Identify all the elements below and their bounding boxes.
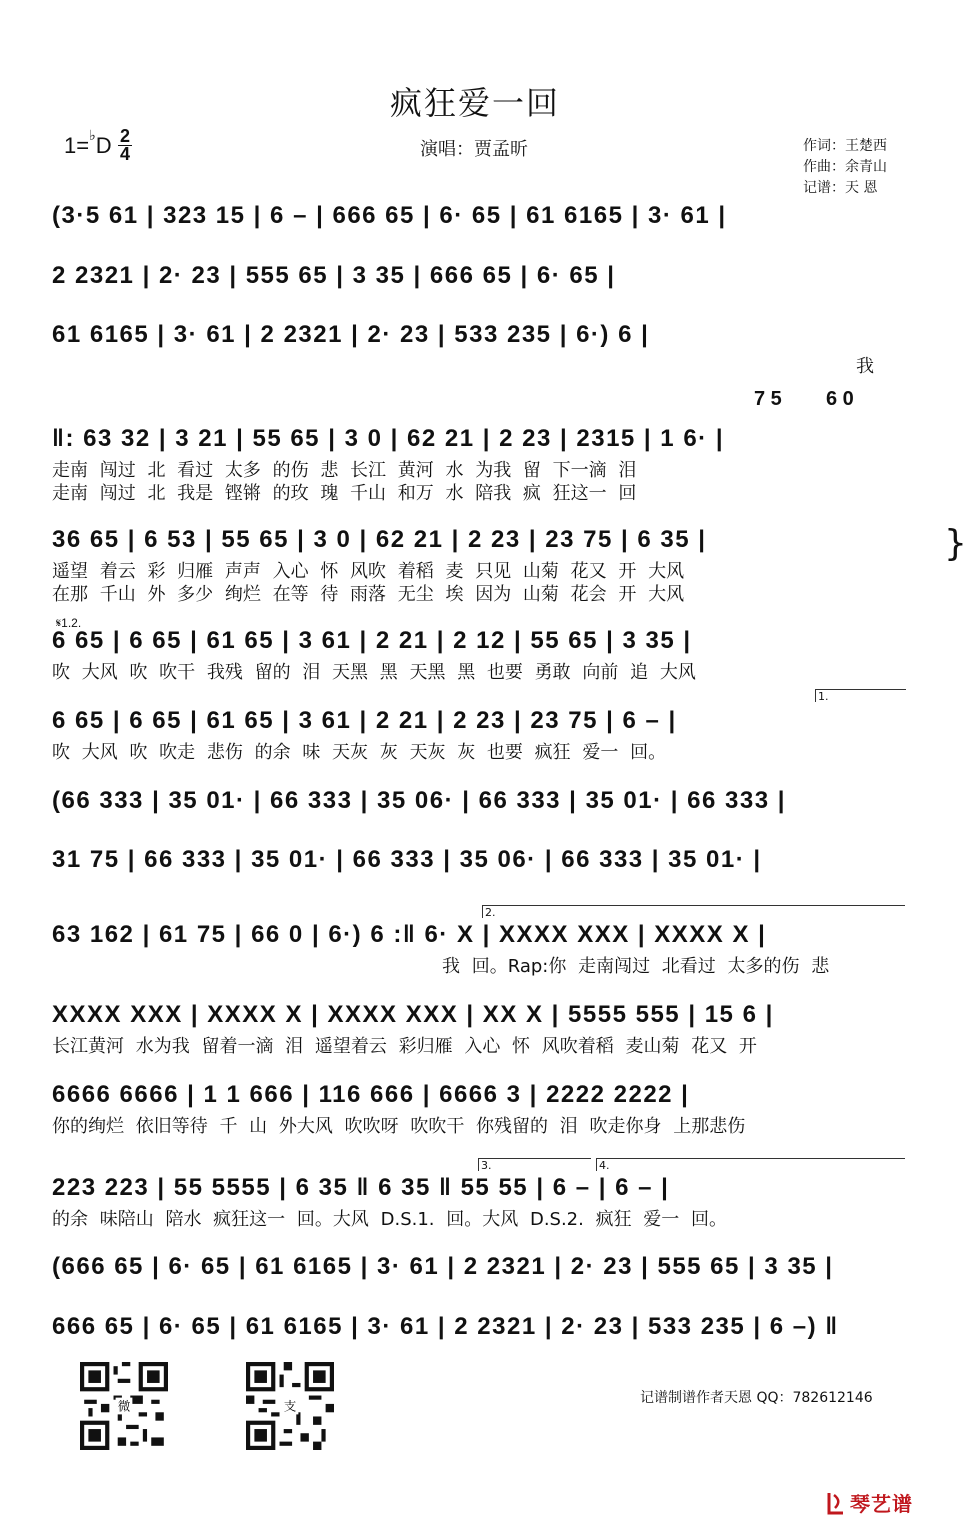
qr-label: 微 xyxy=(117,1398,131,1414)
lyric-verse-1: 遥望 着云 彩 归雁 声声 入心 怀 风吹 着稻 麦 只见 山菊 花又 开 大风 xyxy=(52,561,685,582)
qr-label: 支 xyxy=(283,1398,297,1414)
credits-block xyxy=(803,136,887,199)
maker-credit: 记谱制谱作者天恩 QQ：782612146 xyxy=(640,1390,873,1406)
site-logo xyxy=(826,1488,913,1517)
notation: 2 2321 | 2· 23 | 555 65 | 3 35 | 666 65 | 6· 65 | xyxy=(52,262,616,289)
notation: 6 65 | 6 65 | 61 65 | 3 61 | 2 21 | 2 12 | 55 65 | 3 35 | xyxy=(52,627,692,654)
logo-icon xyxy=(826,1491,846,1515)
lyric-line: 的余 味陪山 陪水 疯狂这一 回。大风 D.S.1. 回。大风 D.S.2. 疯狂 爱一 回。 xyxy=(52,1209,728,1230)
notation: ‖: 63 32 | 3 21 | 55 65 | 3 0 | 62 21 | 2 23 | 2315 | 1 6· | xyxy=(52,425,725,452)
flat-sign: ♭ xyxy=(89,127,96,143)
singer-credit: 演唱：贾孟昕 xyxy=(420,139,528,160)
key-signature xyxy=(64,127,132,163)
lyric-line: 吹 大风 吹 吹走 悲伤 的余 味 天灰 灰 天灰 灰 也要 疯狂 爱一 回。 xyxy=(52,742,667,763)
song-title: 疯狂爱一回 xyxy=(389,84,560,122)
key-prefix: 1= xyxy=(64,132,90,158)
qr-code-icon xyxy=(246,1362,334,1450)
lyric-line: 我 xyxy=(856,356,874,377)
notation: (66 333 | 35 01· | 66 333 | 35 06· | 66 333 | 35 01· | 66 333 | xyxy=(52,787,786,814)
ornament-notes: 6 0 xyxy=(826,388,854,410)
ornament-notes: 7 5 xyxy=(754,388,782,410)
key-note: D xyxy=(95,132,112,158)
composer-credit: 作曲：余青山 xyxy=(803,159,887,175)
rap-lyric: 我 回。Rap:你 走南闯过 北看过 太多的伤 悲 xyxy=(442,956,830,977)
lyric-line: 吹 大风 吹 吹干 我残 留的 泪 天黑 黑 天黑 黑 也要 勇敢 向前 追 大风 xyxy=(52,662,696,683)
notation: 36 65 | 6 53 | 55 65 | 3 0 | 62 21 | 2 23 | 23 75 | 6 35 | xyxy=(52,526,707,553)
wechat-qr-code xyxy=(80,1362,168,1450)
segno-mark: 𝄋1.2. xyxy=(56,616,82,630)
notation: 6666 6666 | 1 1 666 | 116 666 | 6666 3 | 2222 2222 | xyxy=(52,1081,690,1108)
lyric-verse-2: 走南 闯过 北 我是 铿锵 的玫 瑰 千山 和万 水 陪我 疯 狂这一 回 xyxy=(52,483,637,504)
notation: 223 223 | 55 5555 | 6 35 ‖ 6 35 ‖ 55 55 | 6 – | 6 – | xyxy=(52,1174,670,1201)
volta-3: 3. xyxy=(478,1158,591,1171)
notation: 63 162 | 61 75 | 66 0 | 6·) 6 :‖ 6· X | XXXX XXX | XXXX X | xyxy=(52,921,767,948)
notation: 31 75 | 66 333 | 35 01· | 66 333 | 35 06· | 66 333 | 35 01· | xyxy=(52,846,762,873)
lyric-verse-2: 在那 千山 外 多少 绚烂 在等 待 雨落 无尘 埃 因为 山菊 花会 开 大风 xyxy=(52,584,685,605)
lyric-line: 你的绚烂 依旧等待 千 山 外大风 吹吹呀 吹吹干 你残留的 泪 吹走你身 上那悲伤 xyxy=(52,1116,746,1137)
notation: (666 65 | 6· 65 | 61 6165 | 3· 61 | 2 2321 | 2· 23 | 555 65 | 3 35 | xyxy=(52,1253,834,1280)
lyricist-credit: 作词：王楚西 xyxy=(803,138,887,154)
qr-code-icon xyxy=(80,1362,168,1450)
alipay-qr-code xyxy=(246,1362,334,1450)
lyric-verse-1: 走南 闯过 北 看过 太多 的伤 悲 长江 黄河 水 为我 留 下一滴 泪 xyxy=(52,460,637,481)
lyric-line: 长江黄河 水为我 留着一滴 泪 遥望着云 彩归雁 入心 怀 风吹着稻 麦山菊 花又 开 xyxy=(52,1036,757,1057)
volta-1: 1. xyxy=(815,689,906,702)
logo-text: 琴艺谱 xyxy=(850,1492,913,1516)
volta-4: 4. xyxy=(596,1158,905,1171)
notation: 61 6165 | 3· 61 | 2 2321 | 2· 23 | 533 235 | 6·) 6 | xyxy=(52,321,650,348)
notation: 6 65 | 6 65 | 61 65 | 3 61 | 2 21 | 2 23 | 23 75 | 6 – | xyxy=(52,707,677,734)
volta-2: 2. xyxy=(482,905,905,918)
meter-bottom: 4 xyxy=(120,144,131,165)
time-signature xyxy=(118,128,132,163)
transcriber-credit: 记谱：天 恩 xyxy=(803,180,878,196)
notation: 666 65 | 6· 65 | 61 6165 | 3· 61 | 2 2321 | 2· 23 | 533 235 | 6 –) ‖ xyxy=(52,1313,839,1340)
notation: (3·5 61 | 323 15 | 6 – | 666 65 | 6· 65 | 61 6165 | 3· 61 | xyxy=(52,202,727,229)
notation: XXXX XXX | XXXX X | XXXX XXX | XX X | 5555 555 | 15 6 | xyxy=(52,1001,774,1028)
verse-brace: } xyxy=(944,523,967,564)
meter-top: 2 xyxy=(120,126,131,147)
